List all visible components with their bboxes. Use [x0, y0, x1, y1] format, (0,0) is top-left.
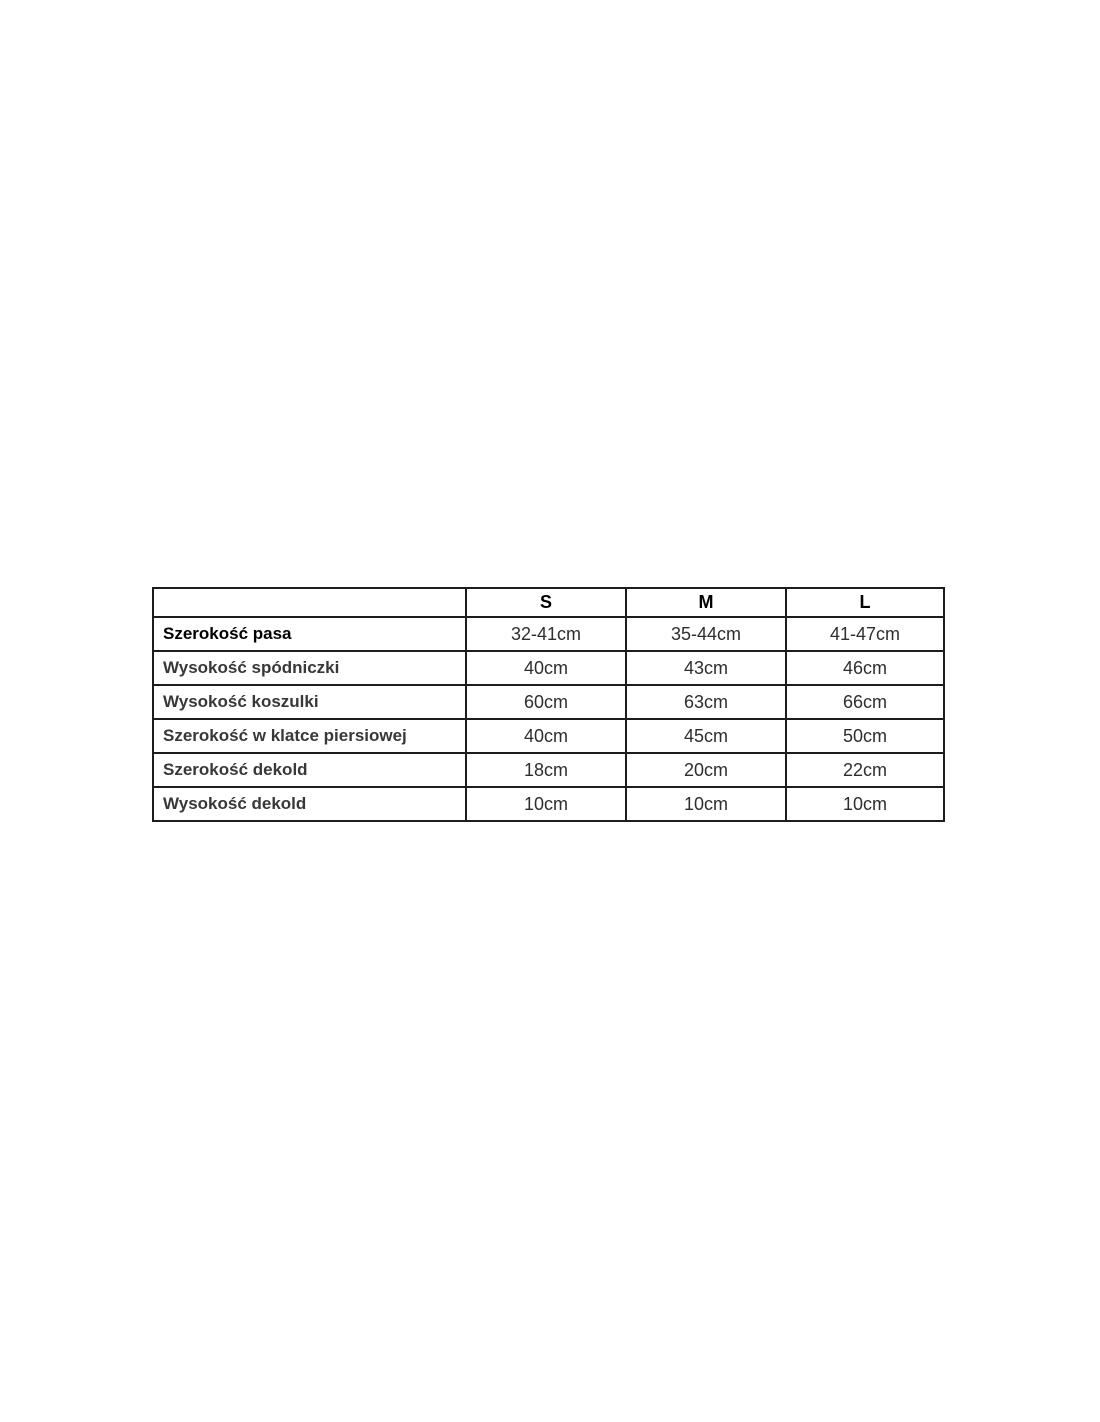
- size-chart-table: [152, 587, 945, 822]
- row-label: Szerokość dekold: [153, 753, 466, 787]
- row-label: Wysokość dekold: [153, 787, 466, 821]
- cell-value: 32-41cm: [466, 617, 626, 651]
- header-size-s: S: [466, 588, 626, 617]
- cell-value: 20cm: [626, 753, 786, 787]
- header-size-l: L: [786, 588, 944, 617]
- size-header-row: [153, 588, 944, 617]
- row-label: Szerokość pasa: [153, 617, 466, 651]
- cell-value: 40cm: [466, 719, 626, 753]
- cell-value: 10cm: [466, 787, 626, 821]
- cell-value: 22cm: [786, 753, 944, 787]
- cell-value: 10cm: [626, 787, 786, 821]
- table-row-chest-width: [153, 719, 944, 753]
- cell-value: 43cm: [626, 651, 786, 685]
- cell-value: 46cm: [786, 651, 944, 685]
- cell-value: 41-47cm: [786, 617, 944, 651]
- cell-value: 66cm: [786, 685, 944, 719]
- row-label: Wysokość spódniczki: [153, 651, 466, 685]
- cell-value: 18cm: [466, 753, 626, 787]
- cell-value: 35-44cm: [626, 617, 786, 651]
- row-label: Szerokość w klatce piersiowej: [153, 719, 466, 753]
- table-row-neckline-height: [153, 787, 944, 821]
- cell-value: 40cm: [466, 651, 626, 685]
- table-row-shirt-height: [153, 685, 944, 719]
- header-size-m: M: [626, 588, 786, 617]
- cell-value: 10cm: [786, 787, 944, 821]
- header-empty-cell: [153, 588, 466, 617]
- table-row-neckline-width: [153, 753, 944, 787]
- cell-value: 50cm: [786, 719, 944, 753]
- cell-value: 63cm: [626, 685, 786, 719]
- row-label: Wysokość koszulki: [153, 685, 466, 719]
- cell-value: 60cm: [466, 685, 626, 719]
- table-row-waist-width: [153, 617, 944, 651]
- table-row-skirt-height: [153, 651, 944, 685]
- cell-value: 45cm: [626, 719, 786, 753]
